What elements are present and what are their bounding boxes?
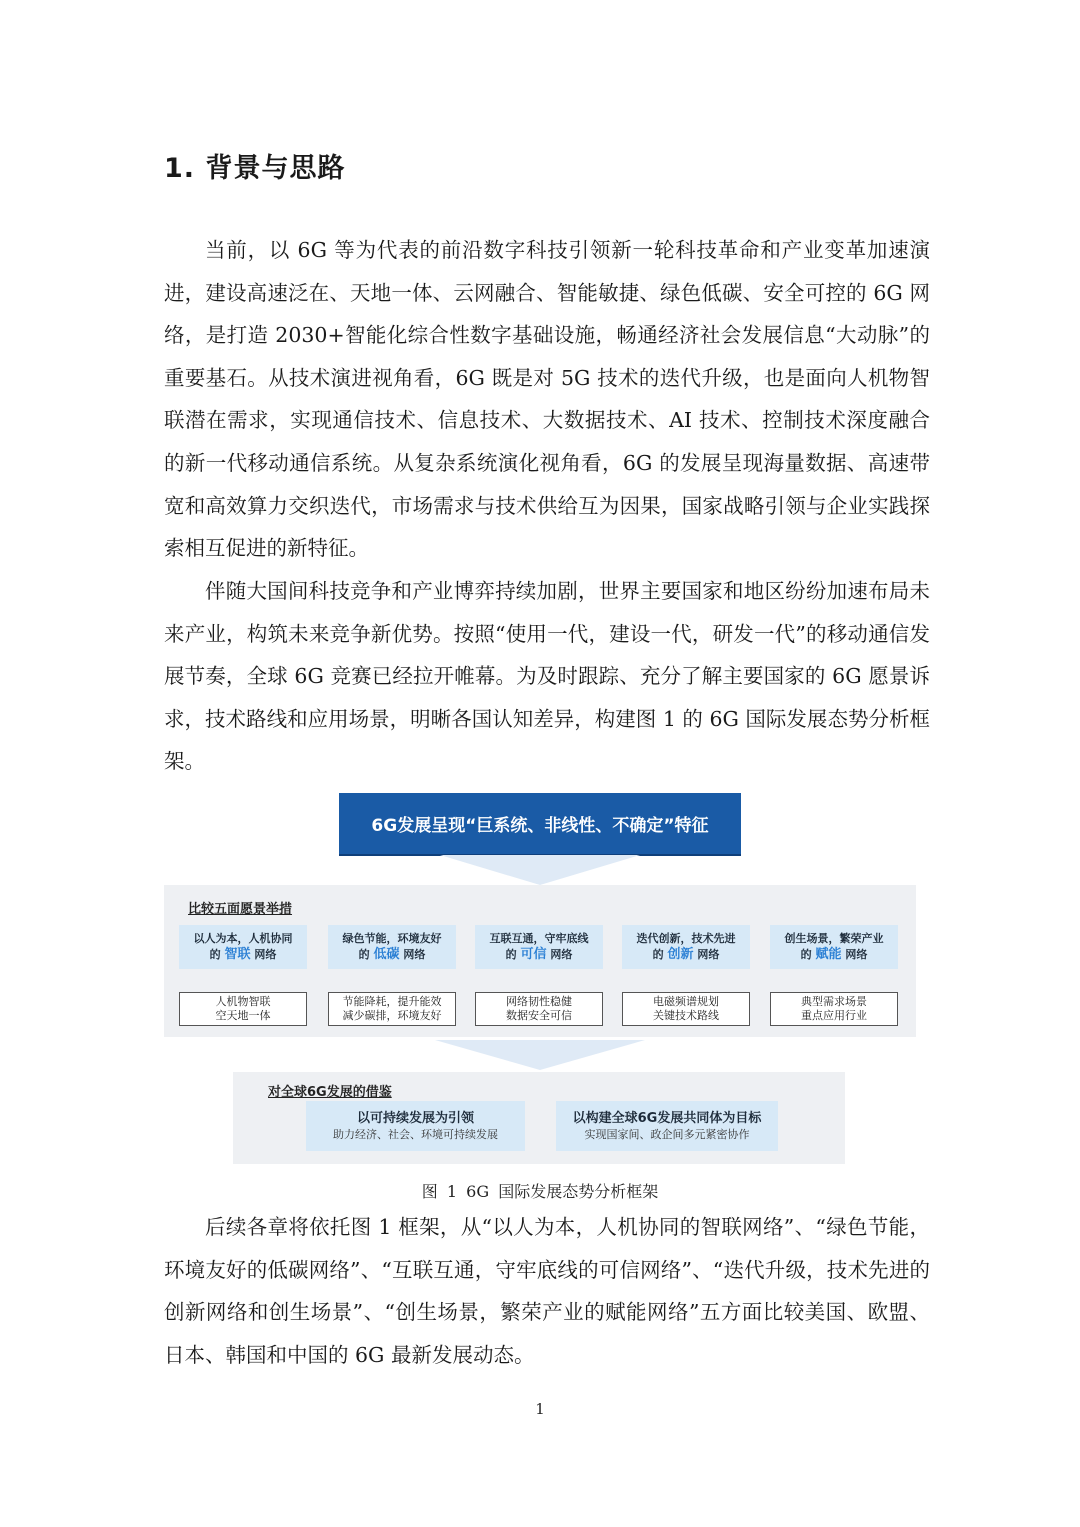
vision-post: 网络 xyxy=(399,948,426,961)
vision-highlight: 低碳 xyxy=(373,947,400,962)
reference-title: 以可持续发展为引领 xyxy=(356,1111,474,1126)
vision-pre: 的 xyxy=(652,948,668,961)
vision-line: 互联互通，守牢底线 xyxy=(489,932,589,945)
paragraph-2: 伴随大国间科技竞争和产业博弈持续加剧，世界主要国家和地区纷纷加速布局未来产业，构筑未来竞争新优势。按照“使用一代，建设一代，研发一代”的移动通信发展节奏，全球 6G 竞赛已经拉开帷幕。为及时跟踪、充分了解主要国家的 6G 愿景诉求，技术路线和应用场景，明晰各国认知差异，构建图 1 的 6G 国际发展态势分析框架。 xyxy=(164,579,930,774)
vision-pre: 的 xyxy=(358,948,374,961)
vision-box xyxy=(622,925,750,969)
measure-box xyxy=(179,992,307,1026)
figure-title-banner: 6G发展呈现“巨系统、非线性、不确定”特征 xyxy=(339,793,741,854)
vision-line: 迭代创新，技术先进 xyxy=(636,932,736,945)
reference-box xyxy=(556,1101,778,1151)
vision-highlight: 赋能 xyxy=(815,947,842,962)
vision-highlight: 创新 xyxy=(667,947,694,962)
down-arrow-2 xyxy=(435,1040,645,1070)
measure-box xyxy=(328,992,456,1026)
measure-line: 节能降耗，提升能效 xyxy=(342,995,442,1008)
paragraph-3: 后续各章将依托图 1 框架，从“以人为本，人机协同的智联网络”、“绿色节能，环境友好的低碳网络”、“互联互通，守牢底线的可信网络”、“迭代升级，技术先进的创新网络和创生场景”、“创生场景，繁荣产业的赋能网络”五方面比较美国、欧盟、日本、韩国和中国的 6G 最新发展动态。 xyxy=(164,1215,930,1367)
vision-line: 以人为本，人机协同 xyxy=(193,932,293,945)
measure-line: 关键技术路线 xyxy=(653,1009,719,1022)
reference-title: 以构建全球6G发展共同体为目标 xyxy=(572,1111,762,1126)
vision-box xyxy=(475,925,603,969)
measure-line: 典型需求场景 xyxy=(801,995,867,1008)
vision-post: 网络 xyxy=(693,948,720,961)
vision-post: 网络 xyxy=(250,948,277,961)
vision-box xyxy=(179,925,307,969)
measure-line: 数据安全可信 xyxy=(506,1009,572,1022)
down-arrow-1 xyxy=(440,855,640,885)
vision-post: 网络 xyxy=(841,948,868,961)
vision-box xyxy=(770,925,898,969)
reference-box xyxy=(306,1101,525,1151)
vision-box xyxy=(328,925,456,969)
measure-line: 网络韧性稳健 xyxy=(506,995,572,1008)
page-number: 1 xyxy=(535,1400,545,1418)
measure-line: 减少碳排，环境友好 xyxy=(342,1009,442,1022)
measure-line: 人机物智联 xyxy=(215,995,271,1008)
measure-line: 电磁频谱规划 xyxy=(653,995,719,1008)
vision-post: 网络 xyxy=(546,948,573,961)
measure-box xyxy=(770,992,898,1026)
measure-line: 重点应用行业 xyxy=(801,1009,867,1022)
figure-caption: 图 1 6G 国际发展态势分析框架 xyxy=(421,1182,659,1201)
reference-subtitle: 实现国家间、政企间多元紧密协作 xyxy=(584,1128,750,1141)
vision-line: 绿色节能，环境友好 xyxy=(342,932,442,945)
vision-highlight: 可信 xyxy=(520,947,547,962)
vision-line: 创生场景，繁荣产业 xyxy=(784,932,884,945)
vision-panel-label: 比较五面愿景举措 xyxy=(188,902,293,917)
section-heading: 1. 背景与思路 xyxy=(164,153,346,184)
vision-pre: 的 xyxy=(209,948,225,961)
measure-box xyxy=(622,992,750,1026)
reference-panel-label: 对全球6G发展的借鉴 xyxy=(268,1085,392,1100)
paragraph-1: 当前，以 6G 等为代表的前沿数字科技引领新一轮科技革命和产业变革加速演进，建设高速泛在、天地一体、云网融合、智能敏捷、绿色低碳、安全可控的 6G 网络，是打造 2030+智能化综合性数字基础设施，畅通经济社会发展信息“大动脉”的重要基石。从技术演进视角看，6G 既是对 5G 技术的迭代升级，也是面向人机物智联潜在需求，实现通信技术、信息技术、大数据技术、AI 技术、控制技术深度融合的新一代移动通信系统。从复杂系统演化视角看，6G 的发展呈现海量数据、高速带宽和高效算力交织迭代，市场需求与技术供给互为因果，国家战略引领与企业实践探索相互促进的新特征。 xyxy=(164,238,930,561)
reference-subtitle: 助力经济、社会、环境可持续发展 xyxy=(333,1128,498,1141)
measure-box xyxy=(475,992,603,1026)
measure-line: 空天地一体 xyxy=(215,1009,271,1022)
vision-highlight: 智联 xyxy=(224,947,251,962)
vision-pre: 的 xyxy=(800,948,816,961)
vision-pre: 的 xyxy=(505,948,521,961)
